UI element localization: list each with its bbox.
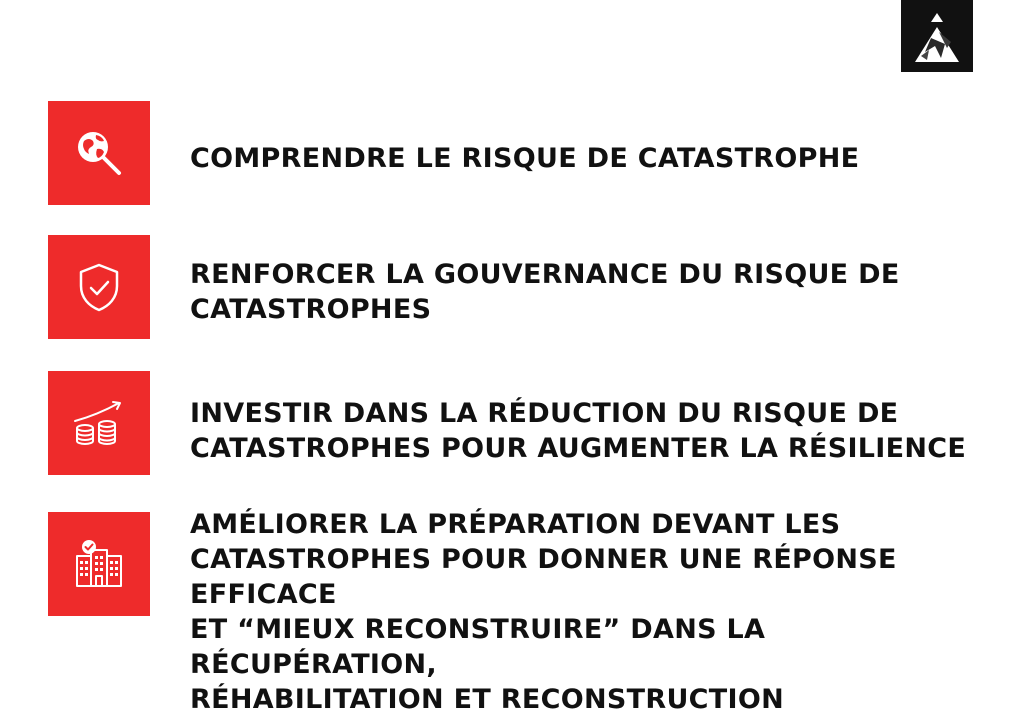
priority-text: INVESTIR DANS LA RÉDUCTION DU RISQUE DE CATASTROPHES POUR AUGMENTER LA RÉSILIENCE	[190, 398, 967, 464]
priority-text: AMÉLIORER LA PRÉPARATION DEVANT LES CATASTROPHES POUR DONNER UNE RÉPONSE EFFICACE ET “MIEUX RECONSTRUIRE” DANS LA RÉCUPÉRATION, RÉHABILITATION ET RECONSTRUCTION	[190, 509, 897, 715]
coins-growth-icon	[48, 371, 150, 475]
building-check-icon	[48, 512, 150, 616]
globe-magnifier-icon	[48, 101, 150, 205]
shield-check-icon	[48, 235, 150, 339]
priority-text: COMPRENDRE LE RISQUE DE CATASTROPHE	[190, 143, 860, 174]
priority-text: RENFORCER LA GOUVERNANCE DU RISQUE DE CATASTROPHES	[190, 259, 900, 325]
